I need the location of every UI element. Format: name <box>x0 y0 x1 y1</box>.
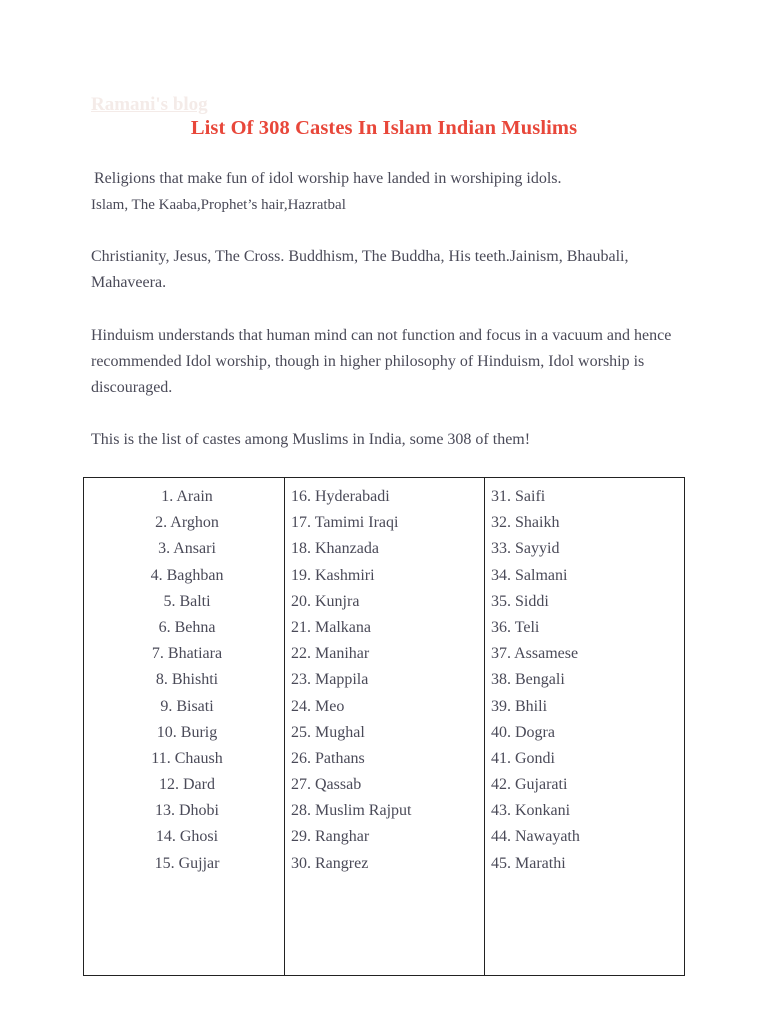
list-item: 16. Hyderabadi <box>291 488 390 505</box>
table-column-3 <box>485 478 684 975</box>
list-item: 3. Ansari <box>158 540 216 558</box>
list-item: 41. Gondi <box>491 749 555 767</box>
table-column-1 <box>84 478 285 975</box>
list-item: 42. Gujarati <box>491 776 568 794</box>
list-item: 6. Behna <box>158 618 216 636</box>
list-item: 40. Dogra <box>491 723 555 741</box>
caste-table <box>83 477 685 976</box>
list-item: 31. Saifi <box>491 488 546 505</box>
list-item: 36. Teli <box>491 618 540 636</box>
list-item: 18. Khanzada <box>291 540 379 558</box>
list-item: 43. Konkani <box>491 802 571 820</box>
list-item: 45. Marathi <box>491 854 566 872</box>
list-item: 8. Bhishti <box>155 671 219 689</box>
caste-list <box>84 484 284 877</box>
intro-paragraph: Religions that make fun of idol worship have landed in worshiping idols. <box>94 170 562 187</box>
list-item: 32. Shaikh <box>491 514 560 532</box>
list-item: 20. Kunjra <box>291 592 360 610</box>
blog-name-link[interactable]: Ramani's blog <box>91 94 208 115</box>
list-item: 14. Ghosi <box>155 828 219 846</box>
list-item: 30. Rangrez <box>291 854 369 872</box>
list-item: 22. Manihar <box>291 645 370 663</box>
list-item: 13. Dhobi <box>155 802 219 820</box>
list-intro-paragraph: This is the list of castes among Muslims in India, some 308 of them! <box>91 431 531 448</box>
list-item: 4. Baghban <box>150 566 224 584</box>
list-item: 19. Kashmiri <box>291 566 375 584</box>
list-item: 1. Arain <box>161 488 213 505</box>
list-item: 11. Chaush <box>151 749 223 767</box>
page-title: List Of 308 Castes In Islam Indian Muslims <box>190 117 578 139</box>
list-item: 9. Bisati <box>160 697 214 715</box>
list-item: 39. Bhili <box>491 697 548 715</box>
list-item: 2. Arghon <box>155 514 219 532</box>
list-item: 10. Burig <box>156 723 218 741</box>
list-item: 44. Nawayath <box>491 828 580 846</box>
list-item: 28. Muslim Rajput <box>291 802 412 820</box>
list-item: 23. Mappila <box>291 671 369 689</box>
caste-list <box>285 484 484 877</box>
other-religions-paragraph: Christianity, Jesus, The Cross. Buddhism, The Buddha, His teeth.Jainism, Bhaubali, Mahaveera. <box>91 248 629 291</box>
list-item: 12. Dard <box>159 776 215 794</box>
list-item: 15. Gujjar <box>154 854 220 872</box>
list-item: 24. Meo <box>291 697 345 715</box>
caste-list <box>485 484 684 877</box>
list-item: 34. Salmani <box>491 566 568 584</box>
list-item: 29. Ranghar <box>291 828 370 846</box>
list-item: 38. Bengali <box>491 671 565 689</box>
list-item: 35. Siddi <box>491 592 549 610</box>
list-item: 25. Mughal <box>291 723 365 741</box>
table-column-2 <box>285 478 485 975</box>
list-item: 21. Malkana <box>291 618 371 636</box>
list-item: 37. Assamese <box>491 645 579 663</box>
list-item: 26. Pathans <box>291 749 365 767</box>
list-item: 33. Sayyid <box>491 540 560 558</box>
list-item: 7. Bhatiara <box>151 645 223 663</box>
list-item: 27. Qassab <box>291 776 362 794</box>
list-item: 17. Tamimi Iraqi <box>291 514 399 532</box>
hinduism-paragraph: Hinduism understands that human mind can not function and focus in a vacuum and hence recommended Idol worship, though in higher philosophy of Hinduism, Idol worship is discouraged. <box>91 327 672 396</box>
islam-examples-line: Islam, The Kaaba,Prophet’s hair,Hazratbal <box>91 197 346 213</box>
list-item: 5. Balti <box>163 592 211 610</box>
